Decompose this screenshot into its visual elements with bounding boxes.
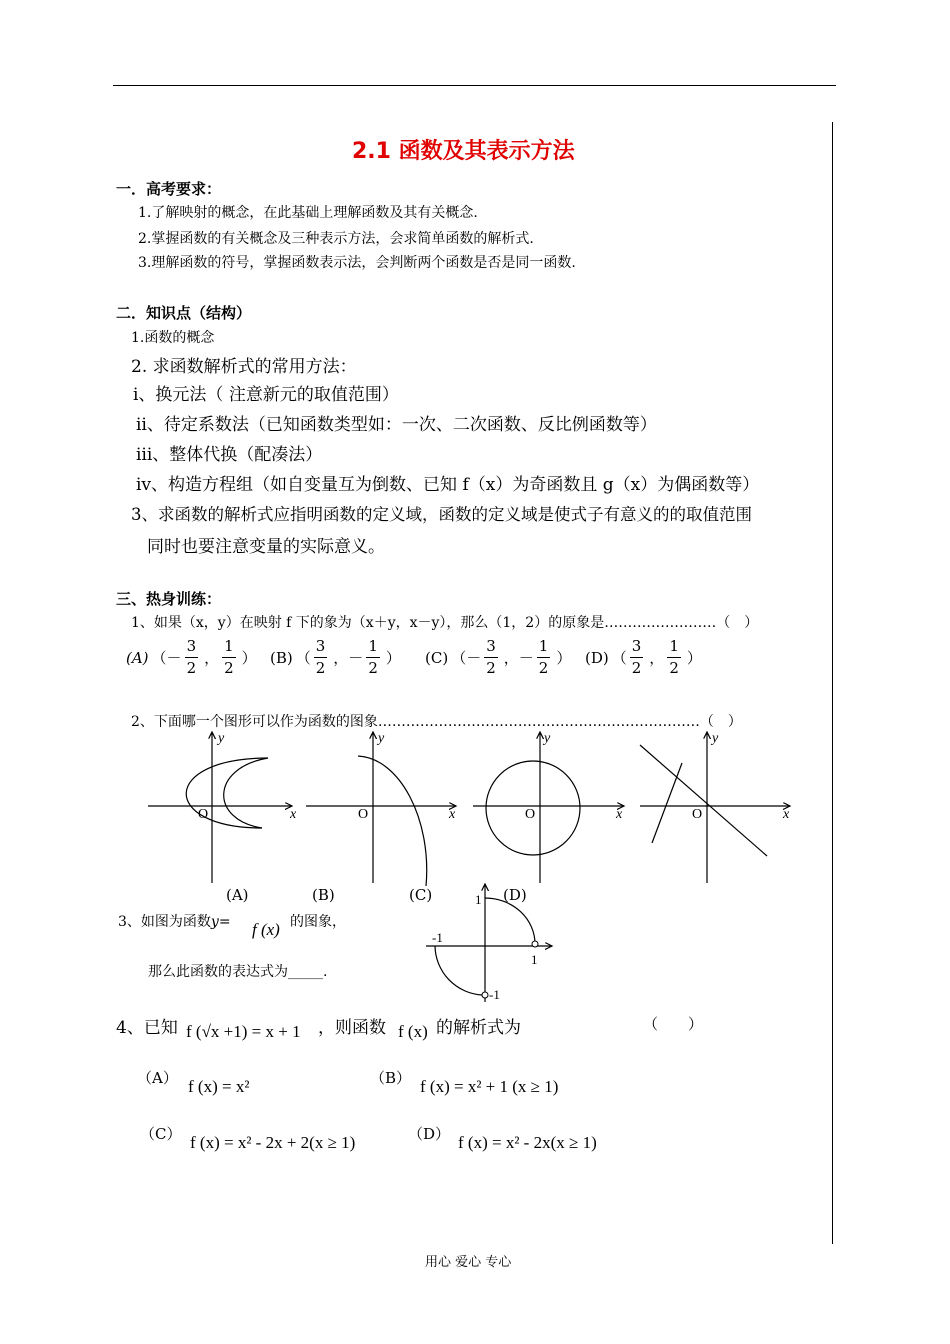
fraction-a: [484, 636, 501, 679]
x-label: x: [449, 807, 456, 822]
option-close: ）: [686, 649, 702, 667]
line-1: [640, 745, 767, 856]
option-sep: ，: [649, 649, 665, 667]
graph-d-label: (D): [503, 886, 527, 904]
x-label: x: [783, 807, 790, 822]
curve-inner: [224, 758, 268, 828]
section1-heading: 一．高考要求：: [116, 180, 222, 198]
tick-label-right: 1: [531, 952, 538, 967]
denominator: 2: [538, 659, 549, 677]
option-open: （－: [451, 649, 482, 667]
question-3-text: [118, 911, 231, 931]
denominator: 2: [224, 659, 234, 677]
option-sep: ，－: [503, 649, 534, 667]
numerator: 1: [667, 636, 681, 658]
section2-item-3-line2: 同时也要注意变量的实际意义。: [147, 537, 385, 557]
section1-item-3: 3.理解函数的符号，掌握函数表示法，会判断两个函数是否是同一函数.: [138, 255, 576, 271]
option-label: (A): [126, 648, 149, 667]
denominator: 2: [486, 659, 496, 677]
question-1-option-b: [270, 636, 404, 679]
line-2: [652, 763, 682, 843]
question-4-option-b-expr: f (x) = x² + 1 (x ≥ 1): [420, 1077, 559, 1096]
arc-upper: [485, 898, 535, 944]
origin-label: O: [525, 807, 536, 822]
denominator: 2: [186, 659, 197, 677]
option-label: (C): [425, 648, 449, 667]
question-4-option-d-label: （D）: [408, 1125, 451, 1143]
origin-label: O: [692, 807, 703, 822]
section2-item-1: 1.函数的概念: [131, 330, 215, 346]
origin-label: O: [198, 807, 209, 822]
question-3-graph: [422, 880, 562, 1004]
question-4-option-c-expr: f (x) = x² - 2x + 2(x ≥ 1): [190, 1133, 356, 1152]
graph-c: [473, 731, 624, 883]
question-4-bracket: （ ）: [643, 1015, 704, 1033]
numerator: 1: [366, 636, 380, 658]
numerator: 3: [185, 636, 199, 658]
question-3-suffix: 的图象，: [290, 914, 346, 930]
y-label: y: [218, 731, 225, 746]
graph-d: [640, 731, 790, 883]
method-1: ⅰ、换元法（ 注意新元的取值范围）: [133, 385, 399, 405]
method-2: ⅱ、待定系数法（已知函数类型如：一次、二次函数、反比例函数等）: [136, 415, 657, 435]
graph-a-label: (A): [226, 886, 249, 904]
origin-label: O: [358, 807, 369, 822]
denominator: 2: [669, 659, 679, 677]
question-4-option-a-label: （A）: [137, 1069, 178, 1087]
tick-label-bottom: -1: [489, 987, 500, 1002]
option-close: ）: [385, 649, 401, 667]
fraction-a: [630, 636, 647, 679]
question-4-suffix: 的解析式为: [436, 1018, 521, 1038]
x-label: x: [290, 807, 297, 822]
open-point-bottom: [482, 992, 488, 998]
fraction-b: [537, 636, 554, 679]
denominator: 2: [315, 659, 326, 677]
option-open: （: [295, 649, 311, 667]
option-close: ）: [241, 649, 257, 667]
method-3: ⅲ、整体代换（配凑法）: [136, 445, 323, 465]
question-1-text: 1、如果（x，y）在映射 f 下的象为（x＋y，x－y），那么（1，2）的原象是……………………（ ）: [131, 615, 759, 631]
option-sep: ，－: [333, 649, 364, 667]
question-3-y: y=: [210, 914, 231, 930]
top-rule: [113, 85, 836, 86]
graph-b-label: (B): [312, 886, 335, 904]
option-open: （－: [151, 649, 182, 667]
section2-item-2: 2. 求函数解析式的常用方法：: [131, 357, 357, 377]
section2-item-3-line1: 3、求函数的解析式应指明函数的定义域，函数的定义域是使式子有意义的的取值范围: [131, 505, 752, 524]
question-4-prefix: 4、已知: [116, 1018, 178, 1038]
page-footer: 用心 爱心 专心: [425, 1255, 512, 1270]
y-label: y: [544, 731, 551, 746]
open-point-right: [532, 941, 538, 947]
question-3-fx: f (x): [252, 920, 280, 939]
question-4-given: f (√x +1) = x + 1: [186, 1022, 301, 1041]
question-4-mid: ，则函数: [318, 1018, 386, 1038]
fraction-a: [314, 636, 331, 679]
question-4-option-c-label: （C）: [140, 1125, 182, 1143]
tick-label-left: -1: [432, 930, 443, 945]
question-2-text: 2、下面哪一个图形可以作为函数的图象……………………………………………………………（ ）: [131, 714, 742, 730]
denominator: 2: [368, 659, 378, 677]
option-label: (B): [270, 648, 293, 667]
section2-heading: 二．知识点（结构）: [116, 304, 252, 322]
x-label: x: [616, 807, 623, 822]
method-4: ⅳ、构造方程组（如自变量互为倒数、已知 f（x）为奇函数且 g（x）为偶函数等）: [136, 475, 760, 495]
question-1-option-a: [126, 636, 260, 679]
question-4-fx: f (x): [398, 1022, 428, 1041]
graph-c-label: (C): [409, 886, 433, 904]
numerator: 3: [630, 636, 644, 658]
section3-heading: 三、热身训练：: [116, 590, 222, 608]
y-label: y: [378, 731, 385, 746]
option-close: ）: [556, 649, 572, 667]
option-label: (D): [585, 648, 609, 667]
question-4-option-a-expr: f (x) = x²: [188, 1077, 250, 1096]
right-margin-rule: [832, 122, 833, 1244]
fraction-a: [185, 636, 202, 679]
section1-item-1: 1.了解映射的概念，在此基础上理解函数及其有关概念.: [138, 205, 478, 221]
fraction-b: [667, 636, 684, 679]
fraction-b: [222, 636, 239, 679]
question-1-option-c: [425, 636, 574, 679]
numerator: 3: [314, 636, 328, 658]
question-3-line2: 那么此函数的表达式为_____.: [148, 964, 328, 980]
page-title: 2.1 函数及其表示方法: [352, 139, 575, 164]
numerator: 1: [222, 636, 236, 658]
graph-a: [148, 731, 297, 883]
option-open: （: [611, 649, 627, 667]
tick-label-top: 1: [475, 892, 482, 907]
option-sep: ，: [204, 649, 220, 667]
numerator: 1: [537, 636, 551, 658]
numerator: 3: [484, 636, 498, 658]
section1-item-2: 2.掌握函数的有关概念及三种表示方法，会求简单函数的解析式.: [138, 231, 534, 247]
question-4-option-b-label: （B）: [370, 1069, 412, 1087]
question-3-prefix: 3、如图为函数: [118, 914, 211, 930]
question-1-option-d: [585, 636, 705, 679]
fraction-b: [366, 636, 383, 679]
graph-b: [306, 731, 456, 886]
y-label: y: [712, 731, 719, 746]
curve: [358, 756, 427, 886]
denominator: 2: [631, 659, 642, 677]
question-4-option-d-expr: f (x) = x² - 2x(x ≥ 1): [458, 1133, 597, 1152]
arc-lower: [435, 946, 482, 995]
